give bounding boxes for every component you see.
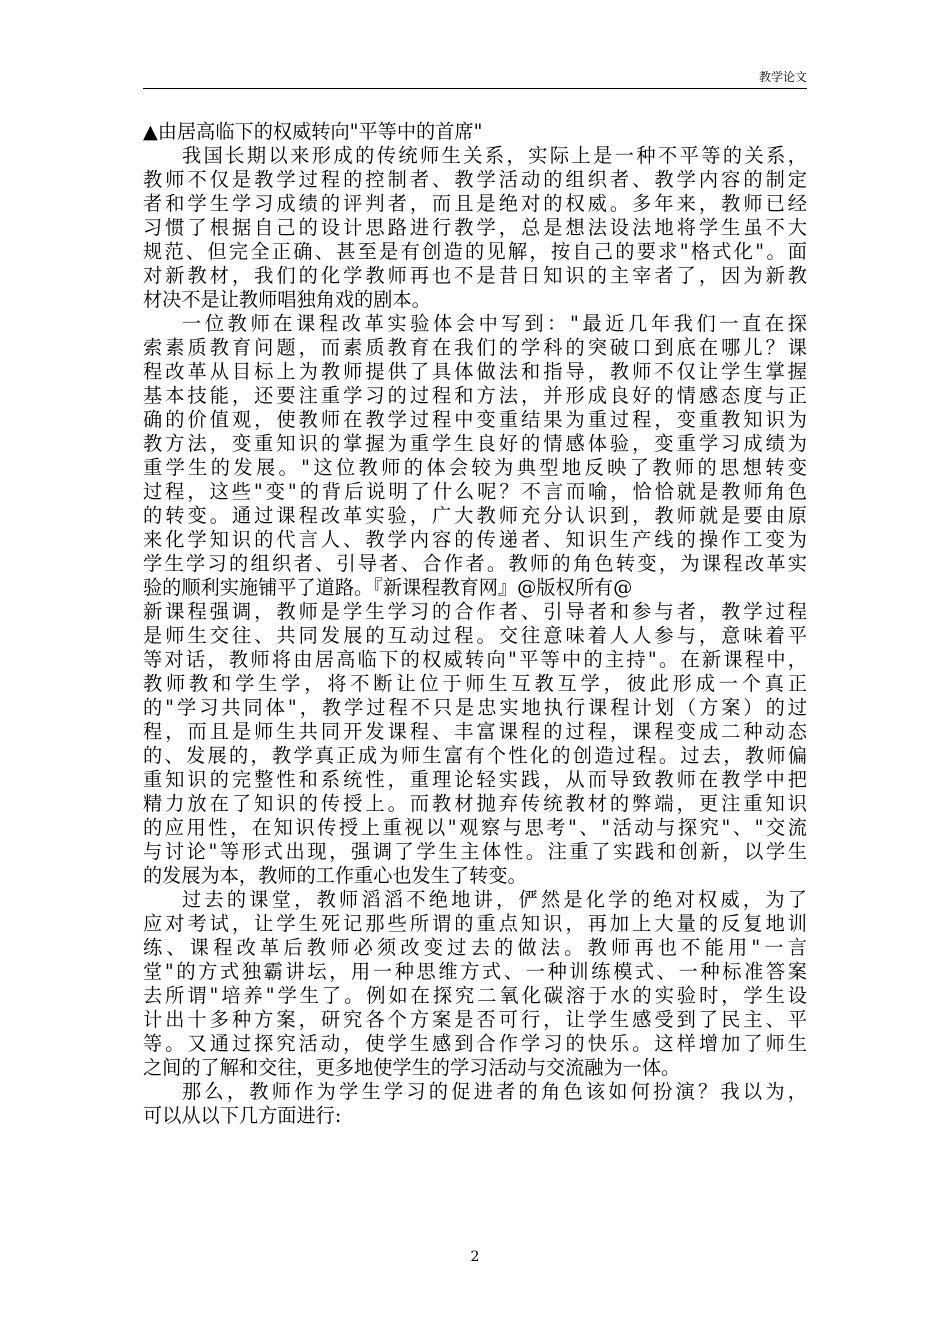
text-line: 可以从以下几方面进行: — [143, 1104, 342, 1127]
text-line: 的"学习共同体"，教学过程不只是忠实地执行课程计划（方案）的过 — [143, 696, 807, 719]
text-line: 索素质教育问题，而素质教育在我们的学科的突破口到底在哪儿？课 — [143, 336, 807, 359]
text-line: 应对考试，让学生死记那些所谓的重点知识，再加上大量的反复地训 — [143, 912, 807, 935]
text-line: 教师教和学生学，将不断让位于师生互教互学，彼此形成一个真正 — [143, 672, 807, 695]
text-line: 规范、但完全正确、甚至是有创造的见解，按自己的要求"格式化"。面 — [143, 240, 807, 263]
page-header — [143, 64, 807, 89]
text-line: 程改革从目标上为教师提供了具体做法和指导，教师不仅让学生掌握 — [143, 360, 807, 383]
text-line: 程，而且是师生共同开发课程、丰富课程的过程，课程变成二种动态 — [143, 720, 807, 743]
document-body — [143, 120, 807, 1128]
header-title: 教学论文 — [758, 70, 807, 84]
text-line: 是师生交往、共同发展的互动过程。交往意味着人人参与，意味着平 — [143, 624, 807, 647]
text-line: 的应用性，在知识传授上重视以"观察与思考"、"活动与探究"、"交流 — [143, 816, 807, 839]
text-line: 与讨论"等形式出现，强调了学生主体性。注重了实践和创新，以学生 — [143, 840, 807, 863]
text-line: 的发展为本，教师的工作重心也发生了转变。 — [143, 864, 527, 887]
text-line: 过程，这些"变"的背后说明了什么呢？不言而喻，恰恰就是教师角色 — [143, 480, 807, 503]
text-line: 过去的课堂，教师滔滔不绝地讲，俨然是化学的绝对权威，为了 — [182, 888, 807, 911]
text-line: 一位教师在课程改革实验体会中写到："最近几年我们一直在探 — [182, 312, 807, 335]
text-line: 去所谓"培养"学生了。例如在探究二氧化碳溶于水的实验时，学生设 — [143, 984, 807, 1007]
text-line: 习惯了根据自己的设计思路进行教学，总是想法设法地将学生虽不大 — [143, 216, 807, 239]
text-line: 确的价值观，使教师在教学过程中变重结果为重过程，变重教知识为 — [143, 408, 807, 431]
text-line: 教方法，变重知识的掌握为重学生良好的情感体验，变重学习成绩为 — [143, 432, 807, 455]
text-line: 堂"的方式独霸讲坛，用一种思维方式、一种训练模式、一种标准答案 — [143, 960, 807, 983]
text-line: 对新教材，我们的化学教师再也不是昔日知识的主宰者了，因为新教 — [143, 264, 807, 287]
text-line: 重知识的完整性和系统性，重理论轻实践，从而导致教师在教学中把 — [143, 768, 807, 791]
text-line: 来化学知识的代言人、教学内容的传递者、知识生产线的操作工变为 — [143, 528, 807, 551]
text-line: 学生学习的组织者、引导者、合作者。教师的角色转变，为课程改革实 — [143, 552, 807, 575]
text-line: 新课程强调，教师是学生学习的合作者、引导者和参与者，教学过程 — [143, 600, 807, 623]
text-line: 材决不是让教师唱独角戏的剧本。 — [143, 288, 431, 311]
text-line: 精力放在了知识的传授上。而教材抛弃传统教材的弊端，更注重知识 — [143, 792, 807, 815]
text-line: 者和学生学习成绩的评判者，而且是绝对的权威。多年来，教师已经 — [143, 192, 807, 215]
text-line: 等。又通过探究活动，使学生感到合作学习的快乐。这样增加了师生 — [143, 1032, 807, 1055]
text-line: 之间的了解和交往，更多地使学生的学习活动与交流融为一体。 — [143, 1056, 681, 1079]
text-line: 重学生的发展。"这位教师的体会较为典型地反映了教师的思想转变 — [143, 456, 807, 479]
text-line: 那么，教师作为学生学习的促进者的角色该如何扮演？我以为， — [182, 1080, 807, 1103]
text-line: ▲由居高临下的权威转向"平等中的首席" — [143, 120, 483, 143]
text-line: 的转变。通过课程改革实验，广大教师充分认识到，教师就是要由原 — [143, 504, 807, 527]
page-number: 2 — [470, 1249, 480, 1265]
text-line: 练、课程改革后教师必须改变过去的做法。教师再也不能用"一言 — [143, 936, 807, 959]
text-line: 我国长期以来形成的传统师生关系，实际上是一种不平等的关系， — [182, 144, 807, 167]
text-line: 的、发展的，教学真正成为师生富有个性化的创造过程。过去，教师偏 — [143, 744, 807, 767]
text-line: 计出十多种方案，研究各个方案是否可行，让学生感受到了民主、平 — [143, 1008, 807, 1031]
text-line: 基本技能，还要注重学习的过程和方法，并形成良好的情感态度与正 — [143, 384, 807, 407]
text-line: 等对话，教师将由居高临下的权威转向"平等中的主持"。在新课程中， — [143, 648, 807, 671]
text-line: 验的顺利实施铺平了道路。『新课程教育网』@版权所有@ — [143, 576, 633, 599]
text-line: 教师不仅是教学过程的控制者、教学活动的组织者、教学内容的制定 — [143, 168, 807, 191]
